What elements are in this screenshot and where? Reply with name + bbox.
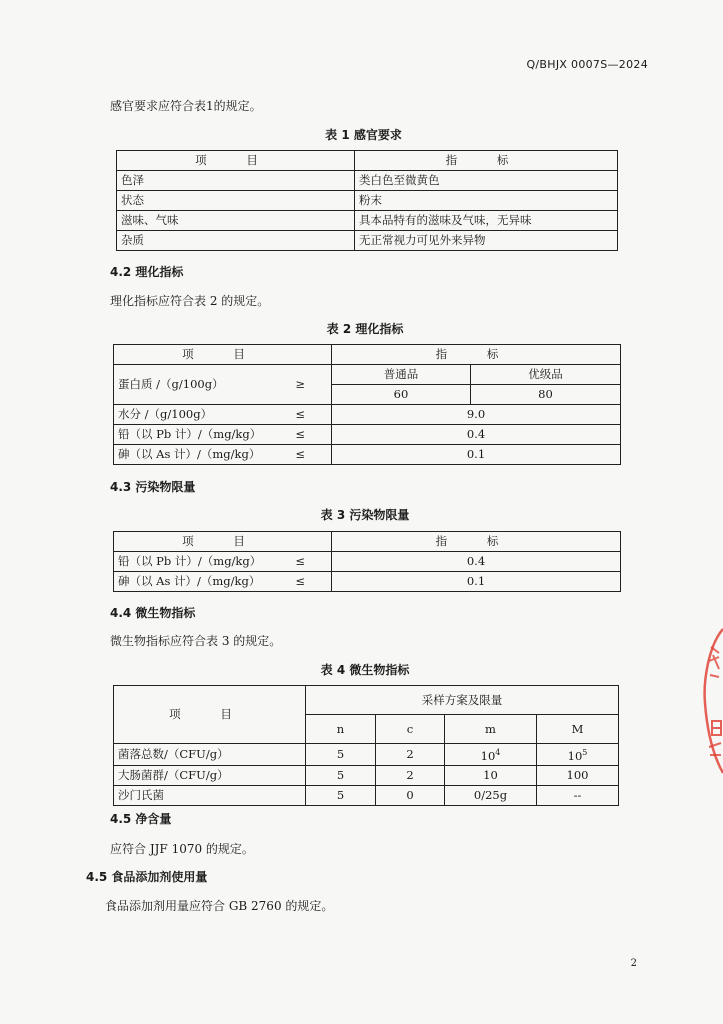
row-label: 沙门氏菌 xyxy=(114,785,306,805)
table-row xyxy=(117,211,618,231)
row-value: 粉末 xyxy=(355,191,618,211)
row-c: 2 xyxy=(376,744,445,766)
section-4-5-heading: 4.5 净含量 xyxy=(110,812,172,826)
protein-grade2-value: 80 xyxy=(471,385,621,405)
table-row xyxy=(114,405,621,425)
col-header-plan: 采样方案及限量 xyxy=(306,686,619,715)
col-header-M: M xyxy=(537,715,619,744)
row-m xyxy=(445,744,537,766)
row-label: 砷（以 As 计）/（mg/kg） xyxy=(118,447,261,461)
red-seal-stamp xyxy=(699,625,723,775)
row-label: 色泽 xyxy=(117,171,355,191)
row-value: 无正常视力可见外来异物 xyxy=(355,231,618,251)
row-value: 具本品特有的滋味及气味，无异味 xyxy=(355,211,618,231)
micro-intro: 微生物指标应符合表 3 的规定。 xyxy=(110,634,282,648)
standard-number: Q/BHJX 0007S—2024 xyxy=(526,58,648,71)
table2-caption: 表 2 理化指标 xyxy=(326,322,404,336)
table-row xyxy=(114,572,621,592)
contaminant-table xyxy=(113,531,621,592)
row-M xyxy=(537,744,619,766)
col-header-index: 指 标 xyxy=(355,151,618,171)
row-M: 100 xyxy=(537,765,619,785)
physchem-intro: 理化指标应符合表 2 的规定。 xyxy=(110,294,270,308)
table-row xyxy=(114,425,621,445)
table-row xyxy=(117,171,618,191)
table4-caption: 表 4 微生物指标 xyxy=(320,663,410,677)
section-additive-heading: 4.5 食品添加剂使用量 xyxy=(86,870,208,884)
row-label: 杂质 xyxy=(117,231,355,251)
row-value: 0.4 xyxy=(332,425,621,445)
col-header-c: c xyxy=(376,715,445,744)
protein-label-cell xyxy=(114,365,332,405)
row-label: 砷（以 As 计）/（mg/kg） xyxy=(118,574,261,588)
row-value: 0.1 xyxy=(332,572,621,592)
table-header-row xyxy=(114,345,621,365)
col-header-index: 指 标 xyxy=(332,532,621,552)
row-label: 水分 /（g/100g） xyxy=(118,407,213,421)
comparison-symbol: ≤ xyxy=(295,554,305,568)
row-M: -- xyxy=(537,785,619,805)
section-4-4-heading: 4.4 微生物指标 xyxy=(110,606,196,620)
col-header-index: 指 标 xyxy=(332,345,621,365)
table-row xyxy=(114,552,621,572)
protein-grade1-value: 60 xyxy=(332,385,471,405)
row-label: 状态 xyxy=(117,191,355,211)
comparison-symbol: ≤ xyxy=(295,407,305,421)
net-content-text: 应符合 JJF 1070 的规定。 xyxy=(110,842,254,856)
row-label: 菌落总数/（CFU/g） xyxy=(114,744,306,766)
col-header-item: 项 目 xyxy=(114,345,332,365)
row-m: 0/25g xyxy=(445,785,537,805)
section-4-3-heading: 4.3 污染物限量 xyxy=(110,480,196,494)
page-number: 2 xyxy=(630,958,637,969)
table-header-row xyxy=(114,532,621,552)
table-row xyxy=(114,744,619,766)
col-header-item: 项 目 xyxy=(117,151,355,171)
row-value: 9.0 xyxy=(332,405,621,425)
col-header-m: m xyxy=(445,715,537,744)
table1-caption: 表 1 感官要求 xyxy=(325,128,402,142)
row-value: 0.4 xyxy=(332,552,621,572)
M-base: 10 xyxy=(567,748,583,763)
col-header-grade2: 优级品 xyxy=(471,365,621,385)
col-header-grade1: 普通品 xyxy=(332,365,471,385)
table-row xyxy=(114,365,621,385)
row-n: 5 xyxy=(306,744,376,766)
row-label: 铅（以 Pb 计）/（mg/kg） xyxy=(118,554,262,568)
row-c: 0 xyxy=(376,785,445,805)
table-row xyxy=(114,785,619,805)
col-header-item: 项 目 xyxy=(114,686,306,744)
physchem-table xyxy=(113,344,621,465)
table-header-row xyxy=(114,686,619,715)
row-label: 滋味、气味 xyxy=(117,211,355,231)
row-c: 2 xyxy=(376,765,445,785)
M-exponent: 5 xyxy=(582,748,588,757)
comparison-symbol: ≤ xyxy=(295,574,305,588)
sensory-intro: 感官要求应符合表1的规定。 xyxy=(110,99,262,113)
row-label: 铅（以 Pb 计）/（mg/kg） xyxy=(118,427,262,441)
table-row xyxy=(117,191,618,211)
micro-table xyxy=(113,685,619,806)
row-label: 大肠菌群/（CFU/g） xyxy=(114,765,306,785)
section-4-2-heading: 4.2 理化指标 xyxy=(110,265,184,279)
table-row xyxy=(117,231,618,251)
comparison-symbol: ≥ xyxy=(295,377,305,391)
additive-text: 食品添加剂用量应符合 GB 2760 的规定。 xyxy=(105,899,334,913)
row-n: 5 xyxy=(306,785,376,805)
comparison-symbol: ≤ xyxy=(295,427,305,441)
col-header-n: n xyxy=(306,715,376,744)
table3-caption: 表 3 污染物限量 xyxy=(320,508,410,522)
table-row xyxy=(114,765,619,785)
sensory-table xyxy=(116,150,618,251)
row-m: 10 xyxy=(445,765,537,785)
comparison-symbol: ≤ xyxy=(295,447,305,461)
table-row xyxy=(114,445,621,465)
row-label: 蛋白质 /（g/100g） xyxy=(118,377,224,391)
row-n: 5 xyxy=(306,765,376,785)
row-value: 类白色至微黄色 xyxy=(355,171,618,191)
col-header-item: 项 目 xyxy=(114,532,332,552)
row-value: 0.1 xyxy=(332,445,621,465)
m-exponent: 4 xyxy=(495,748,501,757)
table-header-row xyxy=(117,151,618,171)
m-base: 10 xyxy=(480,748,496,763)
